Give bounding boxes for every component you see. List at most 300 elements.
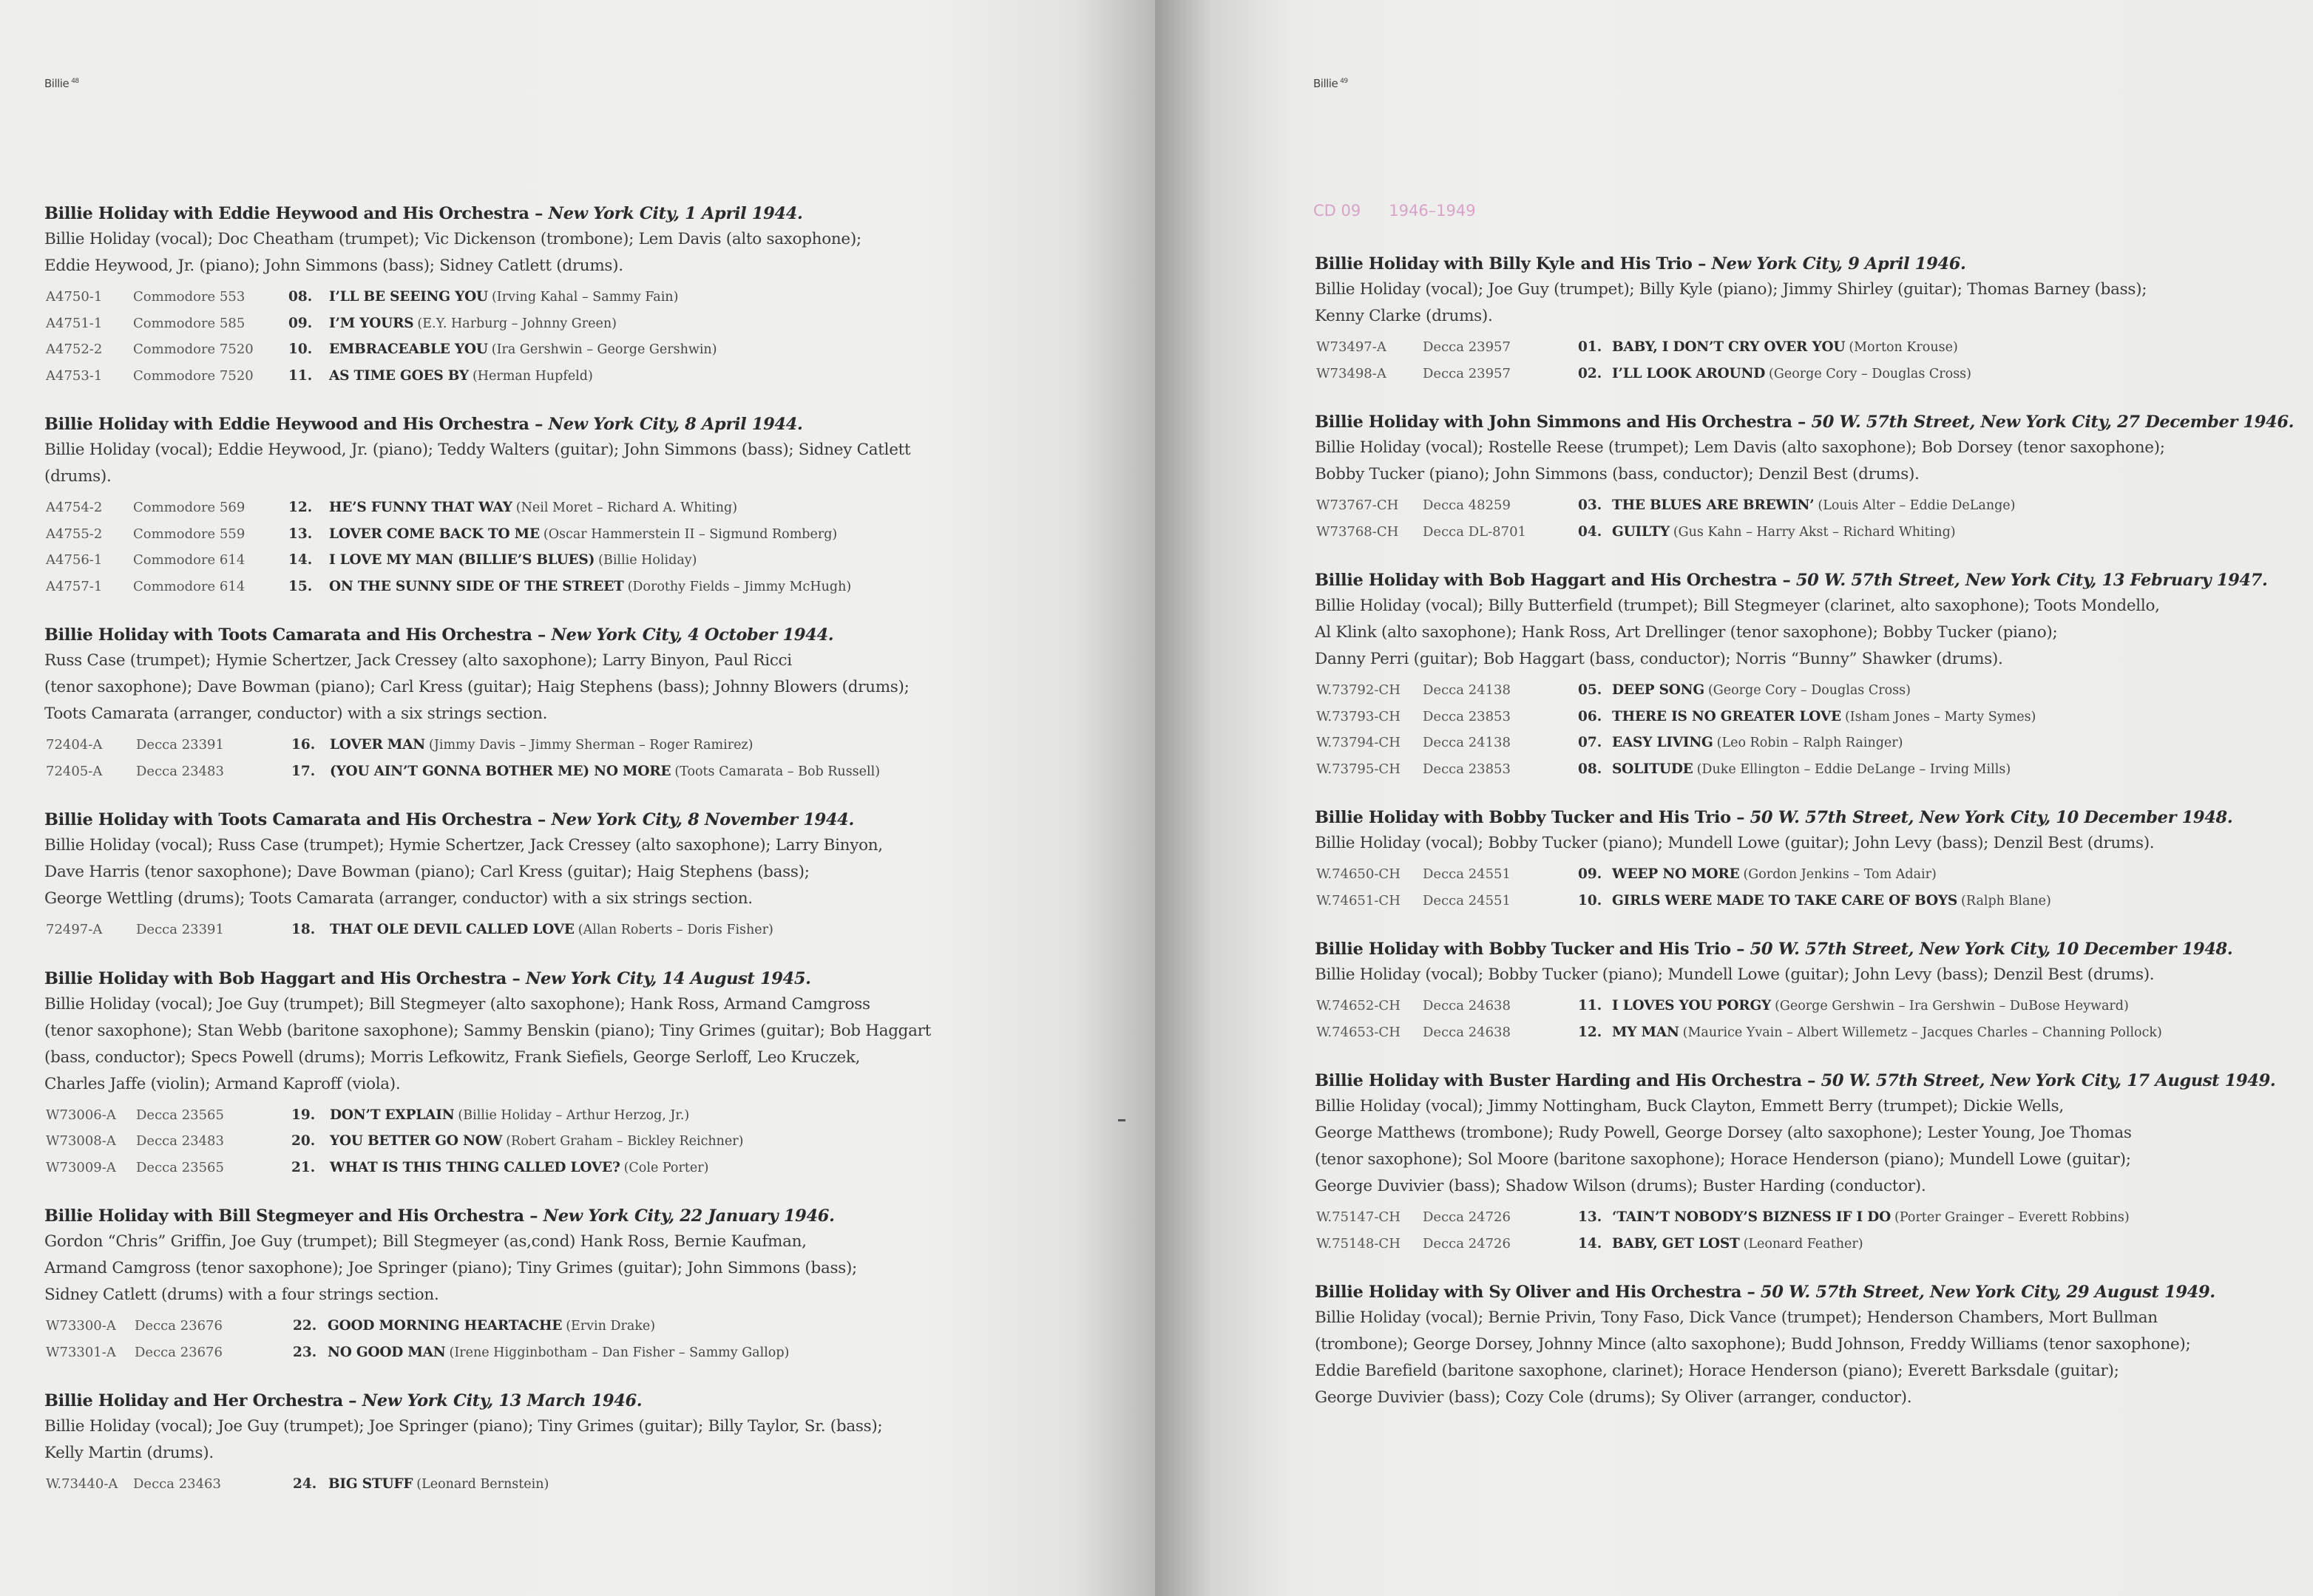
composers: (Oscar Hammerstein II – Sigmund Romberg) [543, 526, 838, 542]
session-artist: Billie Holiday with Bobby Tucker and His Trio [1315, 808, 1731, 827]
matrix-number: 72404-A [46, 737, 103, 753]
personnel-line: Kelly Martin (drums). [44, 1444, 214, 1462]
session-title: Billie Holiday with Toots Camarata and His Orchestra – New York City, 4 October 1944. [44, 625, 834, 645]
session-block [44, 412, 976, 600]
song-title: THAT OLE DEVIL CALLED LOVE [330, 922, 575, 937]
track-title-line [330, 1102, 689, 1130]
session-artist: Billie Holiday and Her Orchestra [44, 1391, 343, 1410]
track-number: 15. [288, 578, 313, 594]
personnel-line: George Wettling (drums); Toots Camarata (arranger, conductor) with a six strings section. [44, 889, 753, 908]
session-title: Billie Holiday with Bobby Tucker and His Trio – 50 W. 57th Street, New York City, 10 December 1948. [1315, 940, 2233, 959]
personnel [1315, 435, 2246, 488]
record-label: Decca 23957 [1423, 339, 1511, 355]
session-place: New York City, 14 August 1945. [525, 968, 811, 988]
personnel-line: (bass, conductor); Specs Powell (drums); Morris Lefkowitz, Frank Siefiels, George Serloff, Leo Kruczek, [44, 1047, 861, 1067]
session-artist: Billie Holiday with Bobby Tucker and His Trio [1315, 940, 1731, 959]
session-block [1315, 1068, 2276, 1257]
record-label: Decca 23483 [136, 1133, 224, 1149]
track-row [44, 1155, 976, 1181]
song-title: NO GOOD MAN [328, 1344, 446, 1360]
record-label: Decca 23676 [135, 1318, 223, 1334]
record-label: Decca 23676 [135, 1344, 223, 1360]
personnel-line: Billie Holiday (vocal); Russ Case (trumpet); Hymie Schertzer, Jack Cressey (alto saxophone); Larry Binyon, [44, 836, 883, 855]
track-number: 17. [291, 763, 316, 779]
track-row [44, 1313, 976, 1339]
composers: (Toots Camarata – Bob Russell) [674, 764, 881, 779]
track-list [44, 284, 976, 389]
song-title: WEEP NO MORE [1612, 866, 1740, 882]
song-title: LOVER COME BACK TO ME [329, 526, 540, 542]
track-list [1315, 677, 2246, 782]
personnel [44, 991, 976, 1098]
track-title-line [1612, 730, 1903, 757]
record-label: Decca 24551 [1423, 866, 1511, 882]
personnel [1315, 276, 2246, 330]
session-place: 50 W. 57th Street, New York City, 10 December 1948. [1750, 940, 2233, 959]
session-title: Billie Holiday with Toots Camarata and His Orchestra – New York City, 8 November 1944. [44, 810, 854, 829]
track-title-line [330, 758, 880, 786]
song-title: GUILTY [1612, 523, 1670, 540]
track-row [1315, 1231, 2246, 1257]
page-number: 49 [1340, 78, 1348, 85]
song-title: I’LL BE SEEING YOU [329, 289, 488, 305]
personnel-line: Eddie Heywood, Jr. (piano); John Simmons (bass); Sidney Catlett (drums). [44, 257, 623, 275]
composers: (Isham Jones – Marty Symes) [1844, 709, 2036, 724]
track-row [44, 917, 976, 943]
session-place: 50 W. 57th Street, New York City, 29 August 1949. [1760, 1283, 2215, 1302]
record-label: Commodore 569 [133, 500, 245, 515]
track-title-line [1612, 756, 2011, 784]
track-title-line [330, 1155, 708, 1182]
personnel-line: George Duvivier (bass); Cozy Cole (drums); Sy Oliver (arranger, conductor). [1315, 1388, 1912, 1407]
composers: (Ralph Blane) [1961, 893, 2051, 909]
record-label: Decca 24138 [1423, 682, 1511, 698]
record-label: Decca 24638 [1423, 1024, 1511, 1040]
personnel [44, 226, 976, 279]
track-title-line [1612, 1204, 2130, 1232]
record-label: Commodore 614 [133, 552, 245, 568]
personnel [44, 832, 976, 912]
record-label: Commodore 7520 [133, 342, 254, 357]
track-number: 10. [288, 342, 313, 357]
matrix-number: W73301-A [46, 1344, 116, 1360]
track-number: 22. [293, 1318, 317, 1334]
matrix-number: W.74651-CH [1316, 892, 1401, 909]
matrix-number: W73768-CH [1316, 523, 1399, 540]
personnel-line: Russ Case (trumpet); Hymie Schertzer, Jack Cressey (alto saxophone); Larry Binyon, Paul Ricci [44, 651, 792, 670]
song-title: ON THE SUNNY SIDE OF THE STREET [329, 578, 624, 594]
track-number: 08. [288, 289, 313, 305]
personnel-line: Sidney Catlett (drums) with a four strings section. [44, 1286, 439, 1304]
record-label: Commodore 614 [133, 578, 245, 594]
matrix-number: A4751-1 [46, 315, 103, 331]
composers: (Cole Porter) [623, 1160, 709, 1175]
composers: (Morton Krouse) [1849, 340, 1958, 355]
session-artist: Billie Holiday with John Simmons and His Orchestra [1315, 412, 1792, 432]
session-title: Billie Holiday and Her Orchestra – New York City, 13 March 1946. [44, 1391, 643, 1410]
track-row [44, 1102, 976, 1129]
record-label: Decca 23853 [1423, 761, 1511, 777]
matrix-number: A4753-1 [46, 367, 103, 384]
record-label: Commodore 585 [133, 315, 245, 331]
session-artist: Billie Holiday with Bob Haggart and His Orchestra [44, 968, 507, 988]
record-label: Decca 23391 [136, 922, 224, 937]
session-block [1315, 1280, 2246, 1411]
page-number: 48 [71, 78, 79, 85]
session-place: New York City, 1 April 1944. [548, 204, 803, 223]
track-title-line [329, 310, 617, 338]
running-head-left [44, 77, 79, 90]
record-label: Decca 24638 [1423, 998, 1511, 1013]
track-list [1315, 861, 2246, 914]
track-number: 12. [1578, 1024, 1602, 1040]
track-title-line [328, 1471, 549, 1498]
session-block [44, 201, 976, 389]
session-title: Billie Holiday with Buster Harding and His Orchestra – 50 W. 57th Street, New York City, 17 August 1949. [1315, 1071, 2276, 1090]
track-number: 02. [1578, 365, 1602, 381]
matrix-number: W.73793-CH [1316, 708, 1401, 724]
session-block [1315, 410, 2295, 545]
composers: (Neil Moret – Richard A. Whiting) [515, 500, 738, 515]
track-row [1315, 861, 2246, 888]
session-place: New York City, 4 October 1944. [551, 625, 834, 645]
session-title: Billie Holiday with Bill Stegmeyer and His Orchestra – New York City, 22 January 1946. [44, 1206, 835, 1226]
track-title-line [1612, 888, 2051, 915]
record-label: Decca 24726 [1423, 1235, 1511, 1252]
song-title: GOOD MORNING HEARTACHE [328, 1318, 563, 1334]
personnel-line: (tenor saxophone); Stan Webb (baritone saxophone); Sammy Benskin (piano); Tiny Grimes (guitar); Bob Haggart [44, 1021, 931, 1040]
track-row [44, 732, 976, 758]
track-row [44, 336, 976, 363]
matrix-number: W.73795-CH [1316, 761, 1401, 777]
track-row [1315, 993, 2246, 1019]
track-title-line [329, 336, 717, 364]
composers: (Ervin Drake) [566, 1319, 656, 1334]
composers: (Allan Roberts – Doris Fisher) [578, 923, 773, 937]
session-title: Billie Holiday with Billy Kyle and His Trio – New York City, 9 April 1946. [1315, 254, 1966, 274]
record-label: Decca 23565 [136, 1107, 224, 1123]
matrix-number: W.74653-CH [1316, 1024, 1401, 1040]
track-title-line [329, 284, 678, 311]
matrix-number: W.73794-CH [1316, 735, 1401, 750]
track-list [1315, 492, 2246, 545]
personnel-line: (trombone); George Dorsey, Johnny Mince (alto saxophone); Budd Johnson, Freddy Williams (tenor saxophone); [1315, 1335, 2191, 1354]
session-artist: Billie Holiday with Eddie Heywood and His Orchestra [44, 204, 529, 223]
session-place: New York City, 8 November 1944. [551, 810, 854, 829]
track-title-line [1612, 993, 2129, 1020]
track-number: 13. [1578, 1209, 1602, 1225]
record-label: Decca 24551 [1423, 892, 1511, 909]
track-title-line [1612, 1231, 1863, 1258]
record-label: Decca 23957 [1423, 365, 1511, 381]
matrix-number: A4754-2 [46, 500, 103, 515]
personnel-line: Billie Holiday (vocal); Bernie Privin, Tony Faso, Dick Vance (trumpet); Henderson Chambers, Mort Bullman [1315, 1308, 2158, 1327]
track-title-line [1612, 334, 1958, 361]
session-place: New York City, 22 January 1946. [543, 1206, 835, 1226]
track-list [1315, 993, 2246, 1045]
track-title-line [1612, 492, 2015, 520]
session-place: 50 W. 57th Street, New York City, 13 February 1947. [1795, 571, 2268, 590]
personnel-line: Armand Camgross (tenor saxophone); Joe Springer (piano); Tiny Grimes (guitar); John Simmons (bass); [44, 1259, 857, 1277]
track-number: 12. [288, 500, 313, 515]
record-label: Decca 23483 [136, 763, 224, 779]
matrix-number: A4752-2 [46, 342, 103, 357]
session-artist: Billie Holiday with Billy Kyle and His Trio [1315, 254, 1693, 274]
matrix-number: W.74650-CH [1316, 866, 1401, 882]
matrix-number: W.73792-CH [1316, 682, 1401, 698]
track-row [1315, 704, 2246, 730]
record-label: Decca 24726 [1423, 1209, 1511, 1225]
session-block [44, 807, 976, 943]
personnel-line: Billie Holiday (vocal); Joe Guy (trumpet); Joe Springer (piano); Tiny Grimes (guitar); Billy Taylor, Sr. (bass); [44, 1417, 883, 1436]
session-block [44, 1203, 976, 1365]
personnel-line: Billie Holiday (vocal); Eddie Heywood, Jr. (piano); Teddy Walters (guitar); John Simmons (bass); Sidney Catlett (drums). [44, 441, 911, 486]
composers: (Duke Ellington – Eddie DeLange – Irving Mills) [1696, 761, 2011, 777]
matrix-number: A4750-1 [46, 289, 103, 305]
record-label: Decca 24138 [1423, 735, 1511, 750]
song-title: DEEP SONG [1612, 682, 1704, 698]
personnel-line: Billie Holiday (vocal); Doc Cheatham (trumpet); Vic Dickenson (trombone); Lem Davis (alto saxophone); [44, 230, 861, 248]
track-list [44, 1471, 976, 1498]
track-number: 11. [288, 367, 313, 384]
composers: (Irene Higginbotham – Dan Fisher – Sammy Gallop) [449, 1345, 790, 1360]
matrix-number: W.75148-CH [1316, 1235, 1401, 1252]
composers: (Herman Hupfeld) [472, 368, 593, 384]
song-title: BABY, I DON’T CRY OVER YOU [1612, 339, 1846, 355]
matrix-number: W73497-A [1316, 339, 1386, 355]
track-list [44, 917, 976, 943]
track-list [44, 1102, 976, 1181]
track-title-line [328, 1313, 655, 1340]
personnel-line: Toots Camarata (arranger, conductor) with a six strings section. [44, 704, 548, 723]
left-column [44, 201, 976, 1521]
session-block [44, 1388, 976, 1498]
matrix-number: A4756-1 [46, 552, 103, 568]
track-list [1315, 1204, 2246, 1257]
song-title: (YOU AIN’T GONNA BOTHER ME) NO MORE [330, 763, 671, 779]
track-row [1315, 756, 2246, 783]
personnel-line: Al Klink (alto saxophone); Hank Ross, Art Drellinger (tenor saxophone); Bobby Tucker (piano); [1315, 623, 2058, 642]
composers: (E.Y. Harburg – Johnny Green) [417, 316, 617, 331]
track-title-line [330, 1128, 744, 1155]
track-title-line [330, 732, 753, 759]
personnel-line: Billie Holiday (vocal); Rostelle Reese (trumpet); Lem Davis (alto saxophone); Bob Dorsey (tenor saxophone); [1315, 438, 2165, 457]
cd-years: 1946–1949 [1389, 202, 1476, 220]
track-row [1315, 677, 2246, 704]
matrix-number: W73300-A [46, 1318, 116, 1334]
song-title: THE BLUES ARE BREWIN’ [1612, 498, 1815, 513]
track-row [44, 363, 976, 390]
track-title-line [330, 917, 773, 944]
record-label: Commodore 7520 [133, 367, 254, 384]
composers: (Billie Holiday) [598, 553, 697, 568]
session-title: Billie Holiday with Sy Oliver and His Orchestra – 50 W. 57th Street, New York City, 29 August 1949. [1315, 1283, 2215, 1302]
personnel-line: Billie Holiday (vocal); Joe Guy (trumpet); Bill Stegmeyer (alto saxophone); Hank Ross, Armand Camgross [44, 994, 870, 1013]
personnel [1315, 593, 2246, 673]
composers: (George Cory – Douglas Cross) [1769, 366, 1971, 381]
track-row [1315, 361, 2246, 387]
session-place: 50 W. 57th Street, New York City, 17 August 1949. [1821, 1071, 2276, 1090]
personnel-line: Bobby Tucker (piano); John Simmons (bass, conductor); Denzil Best (drums). [1315, 465, 1920, 483]
track-title-line [1612, 861, 1937, 889]
record-label: Decca 23853 [1423, 708, 1511, 724]
composers: (Robert Graham – Bickley Reichner) [506, 1134, 744, 1149]
matrix-number: W.75147-CH [1316, 1209, 1401, 1225]
track-row [1315, 730, 2246, 756]
track-number: 16. [291, 737, 316, 753]
track-number: 18. [291, 922, 316, 937]
running-head-title: Billie [44, 77, 70, 90]
song-title: HE’S FUNNY THAT WAY [329, 500, 512, 515]
composers: (Billie Holiday – Arthur Herzog, Jr.) [458, 1107, 690, 1123]
matrix-number: W73498-A [1316, 365, 1386, 381]
session-place: 50 W. 57th Street, New York City, 27 December 1946. [1811, 412, 2295, 432]
session-title: Billie Holiday with John Simmons and His Orchestra – 50 W. 57th Street, New York City, 27 December 1946. [1315, 412, 2295, 432]
record-label: Decca 48259 [1423, 498, 1511, 513]
session-title: Billie Holiday with Bob Haggart and His Orchestra – New York City, 14 August 1945. [44, 968, 811, 988]
track-row [44, 495, 976, 521]
matrix-number: A4755-2 [46, 526, 103, 542]
session-title: Billie Holiday with Eddie Heywood and His Orchestra – New York City, 8 April 1944. [44, 415, 803, 434]
composers: (Irving Kahal – Sammy Fain) [491, 290, 679, 305]
track-list [44, 1313, 976, 1365]
song-title: WHAT IS THIS THING CALLED LOVE? [330, 1159, 620, 1175]
song-title: YOU BETTER GO NOW [330, 1133, 503, 1149]
track-row [1315, 1019, 2246, 1046]
track-title-line [328, 1339, 789, 1367]
personnel-line: Kenny Clarke (drums). [1315, 307, 1493, 325]
track-row [44, 284, 976, 310]
session-artist: Billie Holiday with Toots Camarata and His Orchestra [44, 625, 532, 645]
song-title: I’M YOURS [329, 315, 414, 331]
track-number: 03. [1578, 498, 1602, 513]
session-block [1315, 805, 2246, 914]
session-artist: Billie Holiday with Bill Stegmeyer and His Orchestra [44, 1206, 524, 1226]
session-place: New York City, 8 April 1944. [548, 415, 803, 434]
cd-label [1313, 202, 1476, 220]
personnel-line: Billie Holiday (vocal); Joe Guy (trumpet); Billy Kyle (piano); Jimmy Shirley (guitar); Thomas Barney (bass); [1315, 280, 2147, 299]
song-title: BIG STUFF [328, 1476, 413, 1492]
matrix-number: 72497-A [46, 922, 103, 937]
personnel [1315, 962, 2246, 988]
matrix-number: W73767-CH [1316, 498, 1399, 513]
matrix-number: W73006-A [46, 1107, 116, 1123]
song-title: SOLITUDE [1612, 761, 1693, 777]
track-row [44, 1128, 976, 1155]
session-block [1315, 251, 2246, 387]
track-number: 05. [1578, 682, 1602, 698]
matrix-number: W.73440-A [46, 1476, 118, 1492]
session-block [44, 966, 976, 1181]
personnel-line: Danny Perri (guitar); Bob Haggart (bass, conductor); Norris “Bunny” Shawker (drums). [1315, 650, 2003, 668]
track-number: 13. [288, 526, 313, 542]
track-number: 21. [291, 1159, 316, 1175]
running-head-right [1313, 77, 1348, 90]
track-title-line [1612, 519, 1956, 546]
right-column [1315, 251, 2295, 1434]
song-title: EMBRACEABLE YOU [329, 342, 488, 357]
session-artist: Billie Holiday with Toots Camarata and His Orchestra [44, 810, 532, 829]
track-row [44, 310, 976, 337]
track-title-line [329, 363, 593, 390]
matrix-number: 72405-A [46, 763, 103, 779]
composers: (George Gershwin – Ira Gershwin – DuBose Heyward) [1775, 999, 2129, 1013]
track-number: 06. [1578, 708, 1602, 724]
track-list [44, 495, 976, 600]
personnel-line: Dave Harris (tenor saxophone); Dave Bowman (piano); Carl Kress (guitar); Haig Stephens (bass); [44, 863, 810, 881]
record-label: Decca 23391 [136, 737, 224, 753]
track-number: 23. [293, 1344, 317, 1360]
track-row [44, 1339, 976, 1366]
session-place: New York City, 9 April 1946. [1711, 254, 1966, 274]
track-number: 01. [1578, 339, 1602, 355]
track-row [1315, 492, 2246, 519]
track-number: 11. [1578, 998, 1602, 1013]
personnel-line: George Matthews (trombone); Rudy Powell, George Dorsey (alto saxophone); Lester Young, Joe Thomas [1315, 1124, 2132, 1142]
session-title: Billie Holiday with Eddie Heywood and His Orchestra – New York City, 1 April 1944. [44, 204, 803, 223]
composers: (Leonard Feather) [1743, 1236, 1863, 1252]
song-title: I LOVE MY MAN (BILLIE’S BLUES) [329, 552, 595, 568]
session-block [1315, 568, 2268, 782]
session-block [1315, 937, 2246, 1045]
song-title: BABY, GET LOST [1612, 1235, 1740, 1252]
track-number: 14. [288, 552, 313, 568]
session-artist: Billie Holiday with Eddie Heywood and His Orchestra [44, 415, 529, 434]
track-title-line [329, 521, 837, 549]
track-number: 07. [1578, 735, 1602, 750]
personnel [44, 1229, 976, 1308]
song-title: LOVER MAN [330, 737, 426, 753]
song-title: I LOVES YOU PORGY [1612, 998, 1772, 1013]
track-number: 04. [1578, 523, 1602, 540]
matrix-number: A4757-1 [46, 578, 103, 594]
session-place: 50 W. 57th Street, New York City, 10 December 1948. [1750, 808, 2233, 827]
personnel [44, 1413, 976, 1467]
running-head-title: Billie [1313, 77, 1338, 90]
track-row [44, 758, 976, 785]
session-block [44, 622, 976, 784]
track-number: 08. [1578, 761, 1602, 777]
track-title-line [1612, 1019, 2162, 1047]
matrix-number: W.74652-CH [1316, 998, 1401, 1013]
personnel-line: Billie Holiday (vocal); Bobby Tucker (piano); Mundell Lowe (guitar); John Levy (bass); Denzil Best (drums). [1315, 834, 2155, 852]
personnel-line: Billie Holiday (vocal); Billy Butterfield (trumpet); Bill Stegmeyer (clarinet, alto saxophone); Toots Mondello, [1315, 597, 2160, 615]
personnel-line: Eddie Barefield (baritone saxophone, clarinet); Horace Henderson (piano); Everett Barksdale (guitar); [1315, 1362, 2119, 1380]
track-title-line [1612, 704, 2036, 731]
track-number: 14. [1578, 1235, 1602, 1252]
personnel [44, 648, 976, 727]
composers: (Gordon Jenkins – Tom Adair) [1743, 867, 1937, 882]
cd-number: CD 09 [1313, 202, 1361, 220]
track-row [44, 521, 976, 548]
song-title: DON’T EXPLAIN [330, 1107, 455, 1123]
composers: (Leonard Bernstein) [416, 1477, 549, 1492]
session-artist: Billie Holiday with Bob Haggart and His Orchestra [1315, 571, 1777, 590]
session-artist: Billie Holiday with Sy Oliver and His Orchestra [1315, 1283, 1742, 1302]
track-list [1315, 334, 2246, 387]
track-title-line [1612, 361, 1971, 388]
track-row [44, 574, 976, 600]
record-label: Decca DL-8701 [1423, 523, 1526, 540]
personnel-line: Charles Jaffe (violin); Armand Kaproff (viola). [44, 1074, 401, 1093]
composers: (Maurice Yvain – Albert Willemetz – Jacques Charles – Channing Pollock) [1682, 1025, 2162, 1040]
session-artist: Billie Holiday with Buster Harding and His Orchestra [1315, 1071, 1802, 1090]
personnel [1315, 1093, 2246, 1200]
composers: (Dorothy Fields – Jimmy McHugh) [627, 579, 852, 594]
record-label: Decca 23565 [136, 1159, 224, 1175]
track-list [44, 732, 976, 784]
personnel-line: Billie Holiday (vocal); Bobby Tucker (piano); Mundell Lowe (guitar); John Levy (bass); Denzil Best (drums). [1315, 965, 2155, 984]
